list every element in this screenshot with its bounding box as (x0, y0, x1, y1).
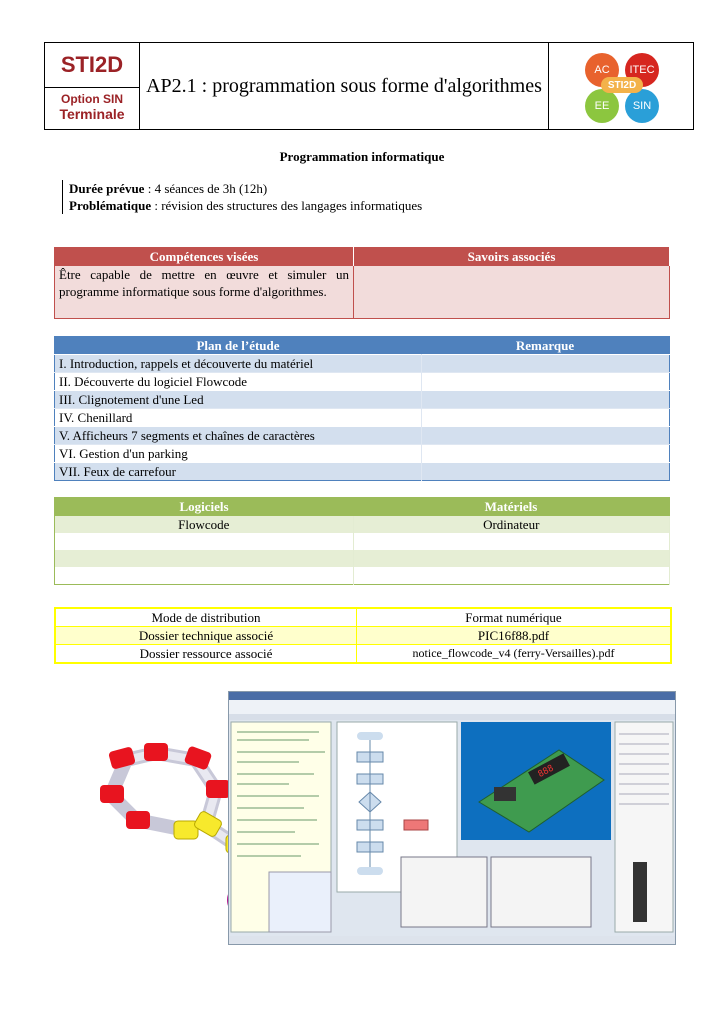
distribution-value: Format numérique (357, 608, 672, 627)
svg-text:888: 888 (536, 763, 556, 780)
plan-table (54, 336, 670, 481)
logiciel-cell (55, 567, 354, 585)
logiciels-header: Logiciels (55, 498, 354, 517)
properties-panel-icon (615, 722, 673, 932)
option-line-2: Terminale (59, 106, 125, 122)
distribution-value: notice_flowcode_v4 (ferry-Versailles).pdf (357, 645, 672, 664)
pcb-board-icon (461, 722, 611, 840)
diagram-node (108, 746, 136, 770)
logiciel-cell (55, 533, 354, 550)
distribution-label: Dossier ressource associé (55, 645, 357, 664)
remarque-cell (421, 355, 670, 373)
logo-circle-itec: ITEC (625, 53, 659, 87)
remarque-cell (421, 463, 670, 481)
materiel-cell (353, 567, 670, 585)
savoirs-cell (354, 266, 670, 319)
diagram-node (144, 743, 168, 761)
logo-circle-ee: EE (585, 89, 619, 123)
logiciel-cell: Flowcode (55, 516, 354, 533)
logiciels-table (54, 497, 670, 585)
sti2d-logo (549, 43, 693, 129)
competence-row: Être capable de mettre en œuvre et simuler un programme informatique sous forme d'algorithmes. (55, 266, 354, 319)
logiciel-cell (55, 550, 354, 567)
logo-circle-ac: AC (585, 53, 619, 87)
duration-block (62, 180, 422, 214)
distribution-value: PIC16f88.pdf (357, 627, 672, 645)
plan-row: III. Clignotement d'une Led (55, 391, 422, 409)
remarque-header: Remarque (421, 337, 670, 355)
plan-row: VI. Gestion d'un parking (55, 445, 422, 463)
header-box (44, 42, 694, 130)
plan-header: Plan de l’étude (55, 337, 422, 355)
duration-value: : 4 séances de 3h (12h) (144, 181, 268, 196)
logo-center: STI2D (601, 77, 643, 93)
competences-header: Compétences visées (55, 248, 354, 267)
plan-row: II. Découverte du logiciel Flowcode (55, 373, 422, 391)
materiels-header: Matériels (353, 498, 670, 517)
option-label (45, 88, 139, 129)
competences-table (54, 247, 670, 319)
plan-row: I. Introduction, rappels et découverte du matériel (55, 355, 422, 373)
document-title: AP2.1 : programmation sous forme d'algorithmes (140, 43, 549, 129)
plan-row: IV. Chenillard (55, 409, 422, 427)
materiel-cell: Ordinateur (353, 516, 670, 533)
problem-label: Problématique (69, 198, 152, 213)
distribution-table (54, 607, 672, 664)
plan-row: VII. Feux de carrefour (55, 463, 422, 481)
remarque-cell (421, 445, 670, 463)
materiel-cell (353, 550, 670, 567)
flowcode-screenshot (228, 691, 676, 945)
problem-value: : révision des structures des langages informatiques (151, 198, 423, 213)
diagram-node (100, 785, 124, 803)
diagram-node (126, 811, 150, 829)
plan-row: V. Afficheurs 7 segments et chaînes de caractères (55, 427, 422, 445)
duration-label: Durée prévue (69, 181, 145, 196)
distribution-label: Dossier technique associé (55, 627, 357, 645)
remarque-cell (421, 391, 670, 409)
brand-label: STI2D (45, 43, 139, 88)
section-title: Programmation informatique (279, 149, 445, 164)
header-left-column (45, 43, 140, 129)
savoirs-header: Savoirs associés (354, 248, 670, 267)
materiel-cell (353, 533, 670, 550)
flowcode-window-icon (229, 692, 675, 944)
diagram-node (206, 780, 230, 798)
distribution-label: Mode de distribution (55, 608, 357, 627)
remarque-cell (421, 427, 670, 445)
logo-circle-sin: SIN (625, 89, 659, 123)
remarque-cell (421, 409, 670, 427)
remarque-cell (421, 373, 670, 391)
option-line-1: Option SIN (61, 92, 123, 106)
